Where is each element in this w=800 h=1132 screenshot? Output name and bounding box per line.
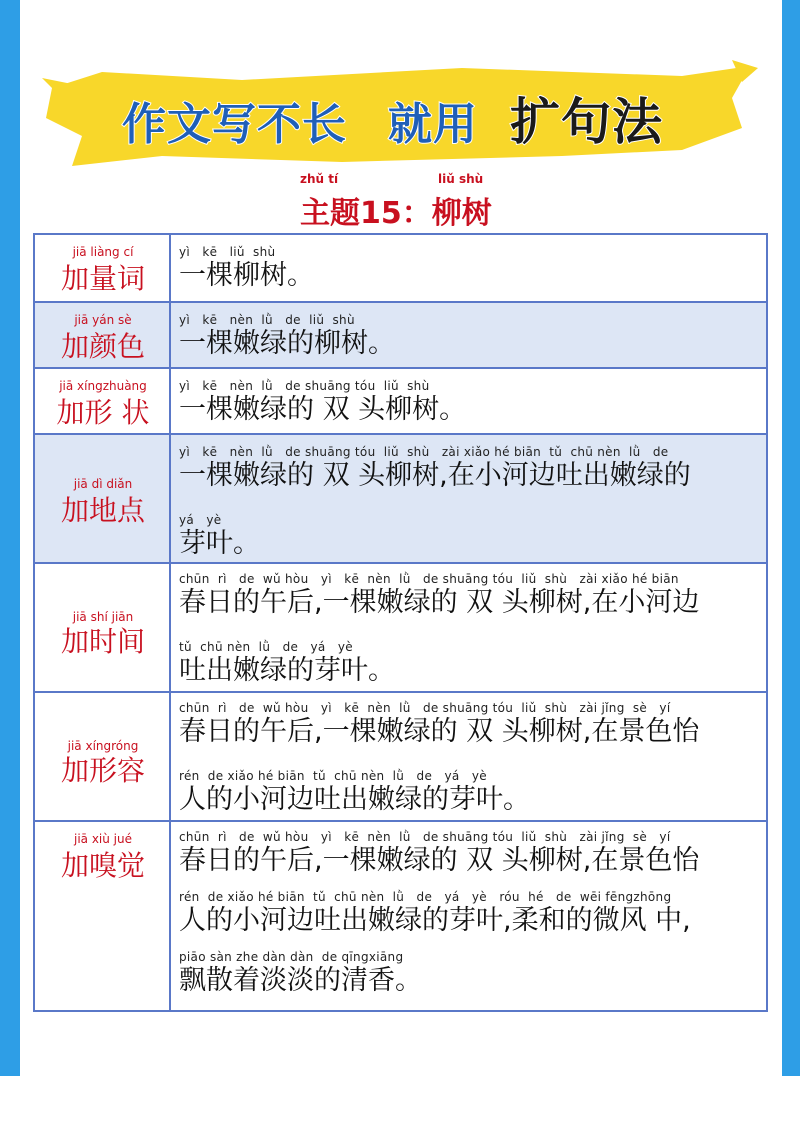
pinyin-line: tǔ chū nèn lǜ de yá yè bbox=[179, 640, 353, 654]
expansion-table bbox=[33, 233, 768, 1012]
row-label-pinyin: jiā xíngzhuàng bbox=[59, 379, 147, 393]
row-label-cell bbox=[35, 564, 171, 691]
sentence-line: 一棵柳树。 bbox=[179, 260, 314, 291]
table-row bbox=[35, 820, 766, 1010]
row-label-pinyin: jiā xiù jué bbox=[73, 832, 132, 846]
subtitle-pinyin-topic: zhǔ tí bbox=[300, 172, 339, 186]
table-row bbox=[35, 562, 766, 691]
row-label-pinyin: jiā dì diǎn bbox=[73, 477, 133, 491]
row-label-cell bbox=[35, 303, 171, 367]
banner-title-part2: 就用 bbox=[388, 99, 478, 150]
sentence-line: 芽叶。 bbox=[179, 528, 260, 559]
left-accent-bar bbox=[0, 0, 20, 1076]
sentence-line: 人的小河边吐出嫩绿的芽叶,柔和的微风 中, bbox=[179, 905, 691, 936]
pinyin-line: yì kē nèn lǜ de liǔ shù bbox=[179, 313, 355, 327]
row-label: 加形容 bbox=[60, 754, 145, 787]
subtitle-pinyin-willow: liǔ shù bbox=[438, 172, 484, 186]
table-row bbox=[35, 367, 766, 433]
row-label-cell bbox=[35, 369, 171, 433]
sentence-line: 春日的午后,一棵嫩绿的 双 头柳树,在景色怡 bbox=[179, 845, 700, 876]
row-label: 加量词 bbox=[60, 262, 145, 295]
banner-title-part1: 作文写不长 bbox=[122, 99, 347, 150]
pinyin-line: yì kē liǔ shù bbox=[179, 245, 276, 259]
pinyin-line: chūn rì de wǔ hòu yì kē nèn lǜ de shuāng tóu liǔ shù zài jǐng sè yí bbox=[179, 701, 671, 715]
row-label-cell bbox=[35, 693, 171, 820]
row-label-cell bbox=[35, 435, 171, 562]
sentence-line: 春日的午后,一棵嫩绿的 双 头柳树,在小河边 bbox=[179, 587, 700, 618]
row-label: 加形 状 bbox=[56, 396, 150, 429]
row-content bbox=[171, 235, 766, 301]
row-content bbox=[171, 369, 766, 433]
table-row bbox=[35, 301, 766, 367]
table-row bbox=[35, 235, 766, 301]
pinyin-line: yì kē nèn lǜ de shuāng tóu liǔ shù zài xiǎo hé biān tǔ chū nèn lǜ de bbox=[179, 445, 669, 459]
pinyin-line: yì kē nèn lǜ de shuāng tóu liǔ shù bbox=[179, 379, 430, 393]
right-accent-bar bbox=[782, 0, 800, 1076]
row-label-cell bbox=[35, 822, 171, 1010]
sentence-line: 人的小河边吐出嫩绿的芽叶。 bbox=[179, 784, 530, 815]
pinyin-line: chūn rì de wǔ hòu yì kē nèn lǜ de shuāng tóu liǔ shù zài jǐng sè yí bbox=[179, 830, 671, 844]
row-label-pinyin: jiā liàng cí bbox=[72, 245, 134, 259]
row-label-pinyin: jiā shí jiān bbox=[72, 610, 134, 624]
table-row bbox=[35, 433, 766, 562]
pinyin-line: rén de xiǎo hé biān tǔ chū nèn lǜ de yá yè róu hé de wēi fēngzhōng bbox=[179, 890, 672, 904]
row-label: 加颜色 bbox=[60, 330, 145, 363]
sentence-line: 春日的午后,一棵嫩绿的 双 头柳树,在景色怡 bbox=[179, 716, 700, 747]
pinyin-line: yá yè bbox=[179, 513, 222, 527]
row-label: 加嗅觉 bbox=[60, 849, 145, 882]
row-content bbox=[171, 693, 766, 820]
sentence-line: 一棵嫩绿的 双 头柳树。 bbox=[179, 394, 467, 425]
subtitle: 主题15：柳树 bbox=[300, 196, 492, 231]
row-label-pinyin: jiā xíngróng bbox=[67, 739, 139, 753]
sentence-line: 吐出嫩绿的芽叶。 bbox=[179, 655, 395, 686]
row-content bbox=[171, 303, 766, 367]
row-content bbox=[171, 564, 766, 691]
row-label-cell bbox=[35, 235, 171, 301]
sentence-line: 一棵嫩绿的柳树。 bbox=[179, 328, 395, 359]
row-label-pinyin: jiā yán sè bbox=[74, 313, 132, 327]
pinyin-line: piāo sàn zhe dàn dàn de qīngxiāng bbox=[179, 950, 404, 964]
sentence-line: 一棵嫩绿的 双 头柳树,在小河边吐出嫩绿的 bbox=[179, 460, 691, 491]
row-label: 加时间 bbox=[60, 625, 145, 658]
row-content bbox=[171, 822, 766, 1010]
pinyin-line: chūn rì de wǔ hòu yì kē nèn lǜ de shuāng tóu liǔ shù zài xiǎo hé biān bbox=[179, 572, 679, 586]
row-content bbox=[171, 435, 766, 562]
sentence-line: 飘散着淡淡的清香。 bbox=[179, 965, 422, 996]
banner-title-part3: 扩句法 bbox=[510, 93, 663, 151]
row-label: 加地点 bbox=[60, 494, 145, 527]
table-row bbox=[35, 691, 766, 820]
pinyin-line: rén de xiǎo hé biān tǔ chū nèn lǜ de yá yè bbox=[179, 769, 487, 783]
